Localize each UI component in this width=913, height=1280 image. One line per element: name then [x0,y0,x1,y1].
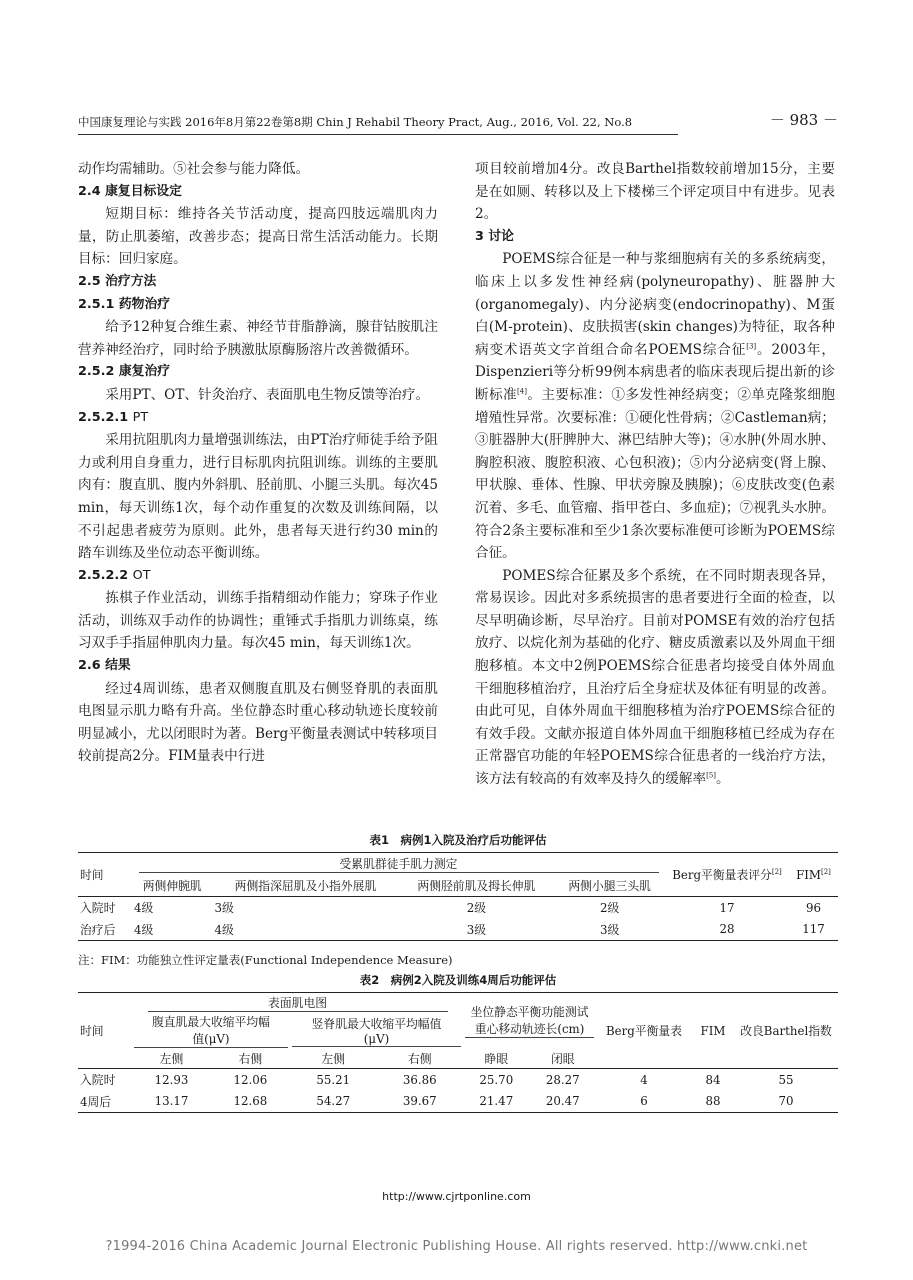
table2-caption: 表2 病例2入院及训练4周后功能评估 [359,973,557,987]
table-header: 时间 [78,853,132,897]
table-header [789,853,838,897]
paragraph [475,248,835,564]
right-column [475,158,835,791]
section-heading: 2.5.1 药物治疗 [78,296,171,312]
table-cell: 55 [778,1072,794,1087]
left-column [78,158,438,768]
table-cell: 4周后 [78,1091,132,1113]
heading-number: 2.5.2.2 [78,567,129,583]
table-header-text: FIM [796,867,821,882]
table-cell: 117 [789,919,838,941]
table-header: 两侧伸腕肌 [142,878,202,893]
table-header: 两侧小腿三头肌 [568,878,651,893]
text-run: POMES综合征累及多个系统，在不同时期表现各异，常易误诊。因此对多系统损害的患者要进行全面的检查，以尽早明确诊断，尽早治疗。目前对POMSE有效的治疗包括放疗、以烷化剂为基础的化疗、糖皮质激素以及外周血干细胞移植。本文中2例POEMS综合征患者均接受自体外周血干细胞移植治疗，且治疗后全身症状及体征有明显的改善。由此可见，自体外周血干细胞移植为治疗POEMS综合征的有效手段。文献亦报道自体外周血干细胞移植已经成为存在正常器官功能的年轻POEMS综合征患者的一线治疗方法，该方法有较高的有效率及持久的缓解率 [475,567,835,788]
copyright-notice: ?1994-2016 China Academic Journal Electronic Publishing House. All rights reserved. http://www.cnki.net [105,1239,808,1254]
table-cell: 3级 [214,901,234,916]
table-cell: 36.86 [402,1072,437,1087]
table-cell: 84 [705,1072,721,1087]
table-header [132,993,463,1013]
table-cell: 28 [665,919,789,941]
table-header [665,853,789,897]
heading-title: PT [132,409,149,425]
heading-number: 2.5.2.1 [78,409,129,425]
page-number: － 983 － [769,111,838,129]
table-cell: 20.47 [530,1091,596,1113]
journal-citation: 中国康复理论与实践 2016年8月第22卷第8期 Chin J Rehabil Theory Pract, Aug., 2016, Vol. 22, No.8 [78,115,633,129]
table-cell: 入院时 [80,901,116,916]
table-header: 两侧指深屈肌及小指外展肌 [234,878,377,893]
heading-title: OT [132,567,151,583]
table-header: 左侧 [321,1051,345,1066]
footer-url-link[interactable]: http://www.cjrtponline.com [382,1190,531,1203]
table-header: 改良Barthel指数 [734,993,838,1069]
table-header: 右侧 [408,1051,432,1066]
paragraph [475,565,835,791]
paragraph: 给予12种复合维生素、神经节苷脂静滴，腺苷钴胺肌注营养神经治疗，同时给予胰激肽原酶肠溶片改善微循环。 [78,319,438,358]
table-cell: 54.27 [290,1091,377,1113]
table-header: 时间 [78,993,132,1069]
table-cell: 治疗后 [78,919,132,941]
table-header: FIM [692,993,734,1069]
table-header-text: (μV) [292,1032,461,1047]
section-heading [78,407,438,430]
paragraph: 短期目标：维持各关节活动度，提高四肢远端肌肉力量，防止肌萎缩，改善步态；提高日常生活活动能力。长期目标：回归家庭。 [78,206,438,268]
table-cell: 6 [596,1091,692,1113]
citation-ref[interactable]: [3] [746,342,757,351]
table-cell: 17 [719,900,735,915]
text-run: 。主要标准：①多发性神经病变；②单克隆浆细胞增殖性异常。次要标准：①硬化性骨病；②Castleman病；③脏器肿大(肝脾肿大、淋巴结肿大等)；④水肿(外周水肿、胸腔积液、腹腔积液、心包积液)；⑤内分泌病变(肾上腺、甲状腺、垂体、性腺、甲状旁腺及胰腺)；⑥皮肤改变(色素沉着、多毛、血管瘤、指甲苍白、多血症)；⑦视乳头水肿。符合2条主要标准和至少1条次要标准便可诊断为POEMS综合征。 [475,386,836,562]
table-cell: 4级 [132,919,212,941]
table-cell: 12.06 [233,1072,268,1087]
section-heading: 2.4 康复目标设定 [78,183,182,199]
table1 [78,852,838,941]
citation-ref[interactable]: [2] [821,867,831,876]
table-header: Berg平衡量表 [596,993,692,1069]
table-header: 右侧 [238,1051,263,1066]
table-cell: 2级 [600,901,620,916]
table-cell: 88 [692,1091,734,1113]
table-header-text: 腹直肌最大收缩平均幅 [151,1015,270,1029]
table-header-text: 重心移动轨迹长(cm) [465,1020,594,1038]
table-cell: 12.93 [154,1072,189,1087]
table-cell: 入院时 [80,1073,116,1088]
table-cell: 13.17 [132,1091,211,1113]
table-header [132,1013,290,1049]
table-cell: 39.67 [377,1091,464,1113]
paragraph: 采用PT、OT、针灸治疗、表面肌电生物反馈等治疗。 [105,386,430,403]
table-cell: 55.21 [316,1072,351,1087]
table-header-text: 表面肌电图 [148,994,448,1012]
paragraph: 动作均需辅助。⑤社会参与能力降低。 [78,161,310,177]
paragraph: 经过4周训练，患者双侧腹直肌及右侧竖脊肌的表面肌电图显示肌力略有升高。坐位静态时重心移动轨迹长度较前明显减小，尤以闭眼时为著。Berg平衡量表测试中转移项目较前提高2分。FIM量表中行进 [78,680,438,765]
table1-caption: 表1 病例1入院及治疗后功能评估 [369,833,547,847]
table-cell: 25.70 [479,1072,514,1087]
header-rule [78,134,678,135]
section-heading: 2.6 结果 [78,658,131,674]
table-header: 左侧 [159,1051,184,1066]
table-cell: 21.47 [463,1091,529,1113]
table-header-text: 竖脊肌最大收缩平均幅值 [311,1016,442,1031]
section-heading [78,565,438,588]
table-header [290,1013,463,1049]
paragraph: 采用抗阻肌肉力量增强训练法，由PT治疗师徒手给予阻力或利用自身重力，进行目标肌肉抗阻训练。训练的主要肌肉有：腹直肌、腹内外斜肌、胫前肌、小腿三头肌。每次45 min，每天训练1次，每个动作重复的次数及训练间隔，以不引起患者疲劳为原则。此外，患者每天进行约30 min的踏车训练及坐位动态平衡训练。 [78,432,438,562]
table-cell: 4级 [134,901,154,916]
table-header-text: 值(μV) [134,1030,288,1048]
text-run: POEMS综合征是一种与浆细胞病有关的多系统病变，临床上以多发性神经病(polyneuropathy)、脏器肿大(organomegaly)、内分泌病变(endocrinopathy)、M蛋白(M-protein)、皮肤损害(skin changes)为特征，取各种病变术语英文字首组合命名POEMS综合征 [475,251,835,358]
citation-ref[interactable]: [2] [771,868,782,877]
table-header-text: Berg平衡量表评分 [672,868,772,882]
table-cell: 2级 [466,901,487,916]
table-cell: 3级 [398,919,554,941]
section-heading: 2.5 治疗方法 [78,273,157,289]
table1-note: 注：FIM：功能独立性评定量表(Functional Independence Measure) [78,953,453,967]
table-header: 睁眼 [484,1051,509,1066]
table-cell: 12.68 [211,1091,290,1113]
table-cell: 28.27 [545,1072,580,1087]
text-run: 。2003年，Dispenzieri等分析99例本病患者的临床表现后提出新的诊断标准 [475,341,835,403]
paragraph: 拣棋子作业活动，训练手指精细动作能力；穿珠子作业活动，训练双手动作的协调性；重锤式手指肌力训练桌，练习双手手指屈伸肌肉力量。每次45 min，每天训练1次。 [78,590,438,652]
citation-ref[interactable]: [4] [517,387,527,396]
table-header: 两侧胫前肌及拇长伸肌 [417,878,536,893]
table-cell: 96 [805,900,821,915]
table-header-text: 坐位静态平衡功能测试 [470,1005,589,1020]
section-heading: 2.5.2 康复治疗 [78,364,171,380]
page-header [78,110,838,134]
section-heading: 3 讨论 [475,228,514,244]
table-header-text: 受累肌群徒手肌力测定 [139,855,659,873]
table-cell: 3级 [554,919,665,941]
table-cell: 4级 [212,919,398,941]
table-header [463,993,596,1049]
text-run: 。 [716,771,730,788]
table-header [132,853,665,875]
table2 [78,992,838,1113]
table-cell: 4 [640,1072,648,1087]
table-cell: 70 [734,1091,838,1113]
paragraph: 项目较前增加4分。改良Barthel指数较前增加15分，主要是在如厕、转移以及上下楼梯三个评定项目中有进步。见表2。 [475,161,835,223]
citation-ref[interactable]: [5] [706,771,717,780]
table-header: 闭眼 [550,1051,575,1066]
